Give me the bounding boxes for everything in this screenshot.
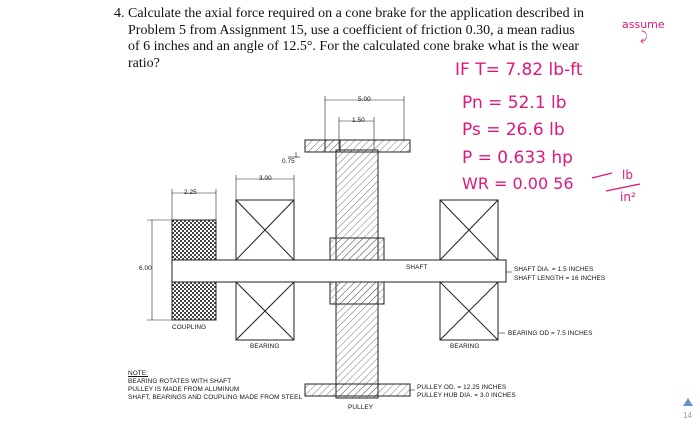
handwritten-torque: IF T= 7.82 lb-ft [455,60,583,80]
page-number: 14 [683,411,692,420]
shaft-length-label: SHAFT LENGTH = 16 INCHES [514,275,606,282]
pulley-rim-top-left [305,140,340,152]
note-line: BEARING ROTATES WITH SHAFT [128,378,232,385]
unit-underline [592,173,612,178]
scroll-up-icon[interactable] [683,398,693,406]
handwritten-assume-arrow: ⤸ [640,30,648,45]
coupling-bottom [172,282,216,320]
dimension-label: 2.25 [184,189,197,196]
question-line: of 6 inches and an angle of 12.5°. For the calculated cone brake what is the wear [128,39,580,54]
handwritten-assume: assume [622,18,665,31]
shaft-dia-label: SHAFT DIA. = 1.5 INCHES [514,266,594,273]
handwritten-unit-num: lb [622,168,633,182]
question-line: Problem 5 from Assignment 15, use a coefficient of friction 0.30, a mean radius [128,22,575,38]
note-title: NOTE: [128,370,149,377]
dimension-label: 5.00 [358,96,371,103]
pulley-label: PULLEY [348,404,374,411]
unit-fraction-line [606,184,640,191]
question-number: 4. [114,6,125,21]
dimension-label: 6.00 [139,265,152,272]
handwritten-unit-den: in² [620,190,636,204]
dimension-label: 3.00 [259,175,272,182]
question-line: Calculate the axial force required on a cone brake for the application described in [128,6,584,21]
bearing-left-label: BEARING [250,343,280,350]
handwritten-normal-force: Pn = 52.1 lb [462,93,567,113]
coupling-label: COUPLING [172,324,207,331]
pulley-rim-bottom [305,384,410,396]
pulley-hub-top [330,238,384,260]
handwritten-wear-ratio: WR = 0.00 56 [462,174,574,193]
handwritten-power: P = 0.633 hp [462,148,573,168]
question-line: ratio? [128,55,160,71]
shaft-label: SHAFT [406,264,428,271]
bearing-right-label: BEARING [450,343,480,350]
pulley-od-label: PULLEY OD. = 12.25 INCHES [417,384,507,391]
dimension-label: 1.50 [352,117,365,124]
bearing-od-label: BEARING OD = 7.5 INCHES [508,330,593,337]
note-line: PULLEY IS MADE FROM ALUMINUM [128,386,240,393]
coupling-top [172,220,216,260]
pulley-hub-bottom [330,282,384,304]
shaft [172,260,506,282]
handwritten-axial-force: Ps = 26.6 lb [462,120,565,140]
dimension-label: 0.75 [282,158,295,165]
pulley-hub-label: PULLEY HUB DIA. = 3.0 INCHES [417,392,516,399]
note-line: SHAFT, BEARINGS AND COUPLING MADE FROM STEEL [128,394,303,401]
